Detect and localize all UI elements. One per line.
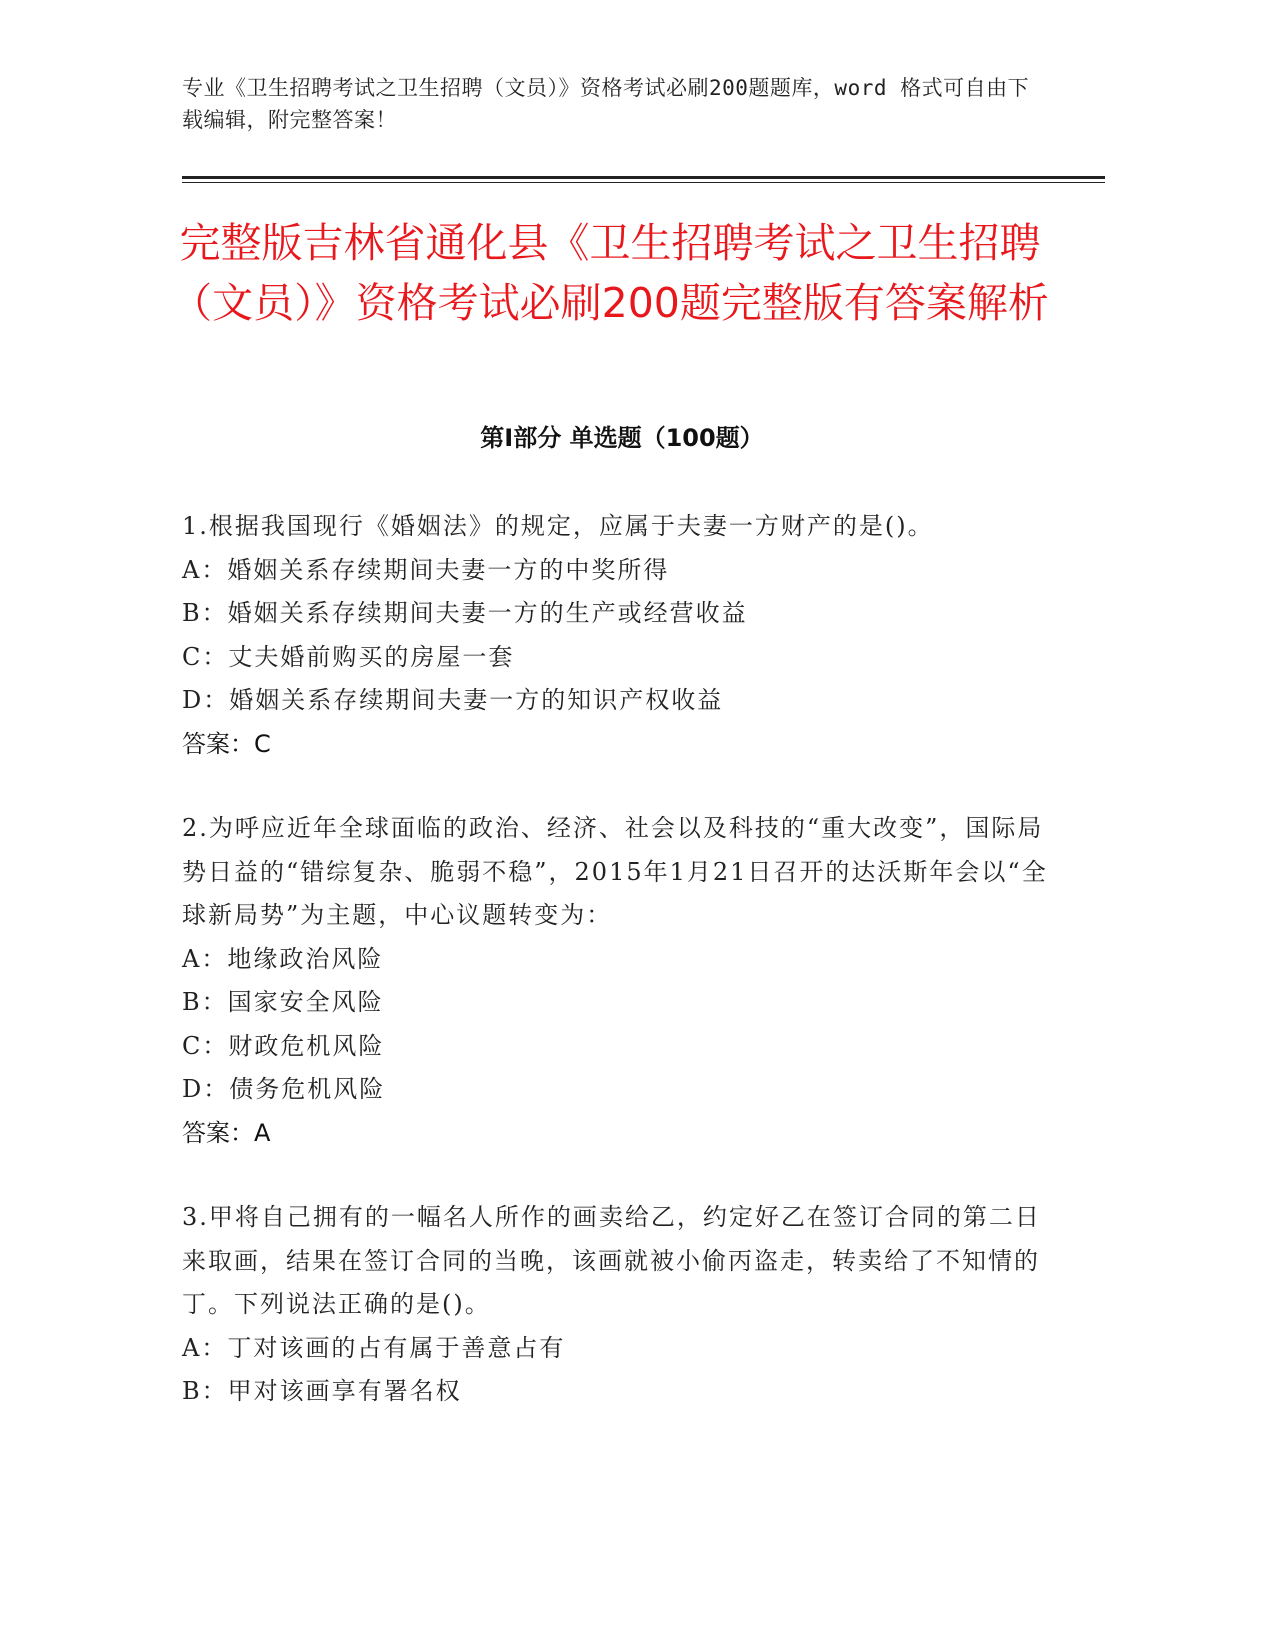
option-a: A：地缘政治风险 (182, 944, 384, 973)
option-a: A：丁对该画的占有属于善意占有 (182, 1333, 566, 1362)
section-title: 第Ⅰ部分 单选题（100题） (480, 424, 764, 452)
option-b: B：国家安全风险 (182, 988, 384, 1016)
document-title: 完整版吉林省通化县《卫生招聘考试之卫生招聘（文员）》资格考试必刷200题完整版有答案解析 (171, 219, 1049, 327)
option-c: C：丈夫婚前购买的房屋一套 (182, 642, 515, 671)
header-divider (182, 176, 1105, 179)
answer: 答案：A (182, 1118, 271, 1147)
header-note: 专业《卫生招聘考试之卫生招聘（文员）》资格考试必刷200题题库，word 格式可自由下载编辑，附完整答案！ (182, 76, 1030, 132)
answer: 答案：C (182, 729, 271, 758)
option-d: D：债务危机风险 (182, 1075, 386, 1103)
option-c: C：财政危机风险 (182, 1031, 385, 1060)
question-3 (182, 1196, 1052, 1414)
option-b: B：婚姻关系存续期间夫妻一方的生产或经营收益 (182, 599, 748, 627)
question-text: 1.根据我国现行《婚姻法》的规定，应属于夫妻一方财产的是()。 (182, 512, 934, 540)
header-divider-thin (182, 182, 1105, 183)
question-2 (182, 807, 1052, 1155)
question-list (182, 505, 1052, 1455)
option-b: B：甲对该画享有署名权 (182, 1377, 462, 1405)
question-text: 3.甲将自己拥有的一幅名人所作的画卖给乙，约定好乙在签订合同的第二日来取画，结果在签订合同的当晚，该画就被小偷丙盗走，转卖给了不知情的丁。下列说法正确的是()。 (182, 1203, 1041, 1318)
option-a: A：婚姻关系存续期间夫妻一方的中奖所得 (182, 555, 670, 584)
question-1 (182, 505, 1052, 766)
option-d: D：婚姻关系存续期间夫妻一方的知识产权收益 (182, 686, 724, 714)
question-text: 2.为呼应近年全球面临的政治、经济、社会以及科技的“重大改变”，国际局势日益的“错综复杂、脆弱不稳”，2015年1月21日召开的达沃斯年会以“全球新局势”为主题，中心议题转变为： (182, 814, 1048, 929)
